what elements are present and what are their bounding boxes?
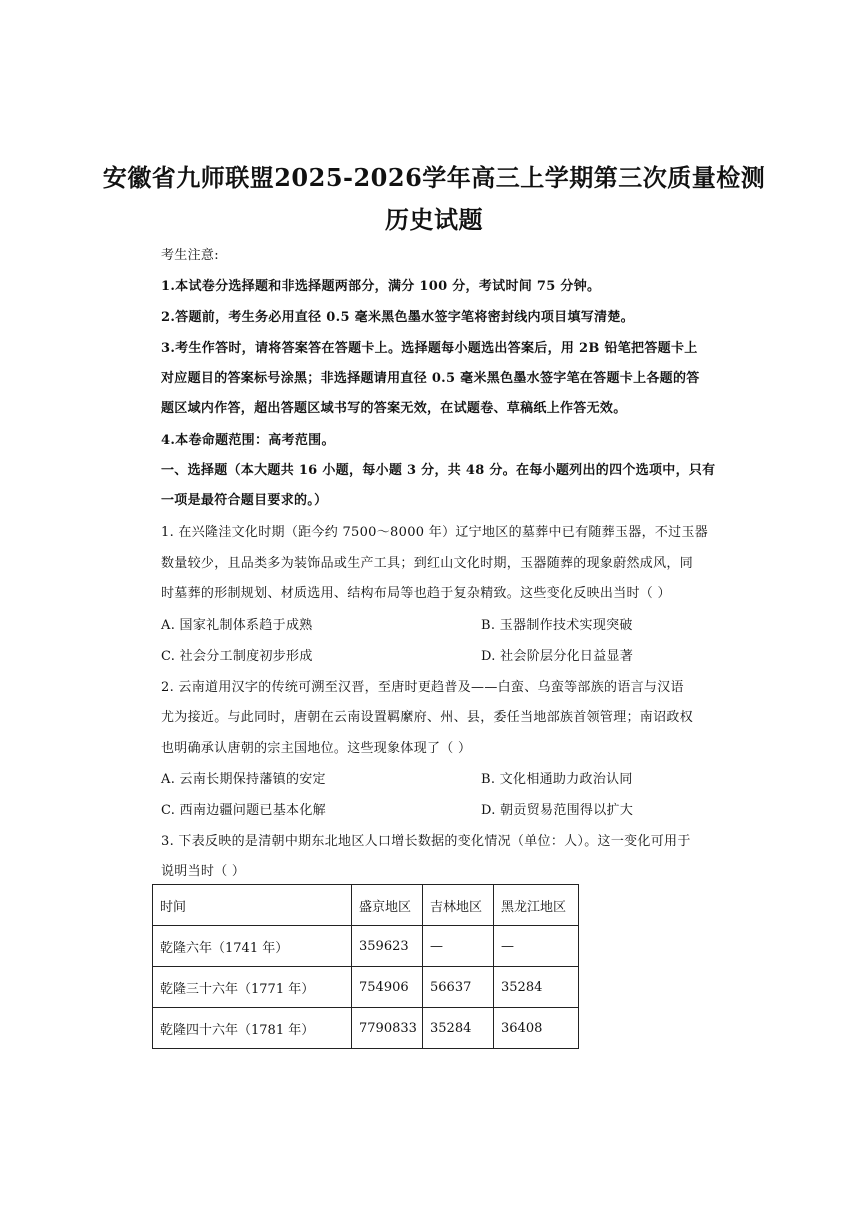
table-cell: 乾隆六年（1741 年） xyxy=(153,926,352,967)
notice-item-1: 1.本试卷分选择题和非选择题两部分，满分 100 分，考试时间 75 分钟。 xyxy=(161,279,601,294)
table-header-cell: 盛京地区 xyxy=(352,885,423,926)
table-header-cell: 时间 xyxy=(153,885,352,926)
notice-item-3-line-2: 对应题目的答案标号涂黑；非选择题请用直径 0.5 毫米黑色墨水签字笔在答题卡上各题的答 xyxy=(161,371,700,386)
question-1-option-d[interactable]: D. 社会阶层分化日益显著 xyxy=(481,649,634,664)
section-heading-line-2: 一项是最符合题目要求的。） xyxy=(161,493,328,508)
question-1-option-c[interactable]: C. 社会分工制度初步形成 xyxy=(161,649,313,664)
exam-subtitle: 历史试题 xyxy=(385,205,483,234)
table-row xyxy=(153,1008,579,1049)
table-cell: 乾隆四十六年（1781 年） xyxy=(153,1008,352,1049)
question-3-line-1: 3. 下表反映的是清朝中期东北地区人口增长数据的变化情况（单位：人）。这一变化可用于 xyxy=(161,834,691,849)
notice-heading: 考生注意: xyxy=(161,248,219,263)
exam-title: 安徽省九师联盟2025-2026学年高三上学期第三次质量检测 xyxy=(102,163,766,192)
table-cell: 乾隆三十六年（1771 年） xyxy=(153,967,352,1008)
question-1-line-3: 时墓葬的形制规划、材质选用、结构布局等也趋于复杂精致。这些变化反映出当时（ ） xyxy=(161,586,671,601)
table-row xyxy=(153,926,579,967)
table-cell: 754906 xyxy=(352,967,423,1008)
notice-item-2: 2.答题前，考生务必用直径 0.5 毫米黑色墨水签字笔将密封线内项目填写清楚。 xyxy=(161,310,634,325)
question-2-option-b[interactable]: B. 文化相通助力政治认同 xyxy=(481,772,633,787)
table-cell: 56637 xyxy=(423,967,494,1008)
question-2-line-3: 也明确承认唐朝的宗主国地位。这些现象体现了（ ） xyxy=(161,741,472,756)
question-2-option-d[interactable]: D. 朝贡贸易范围得以扩大 xyxy=(481,803,634,818)
question-2-option-a[interactable]: A. 云南长期保持藩镇的安定 xyxy=(161,772,326,787)
table-cell: 36408 xyxy=(494,1008,579,1049)
table-cell: 35284 xyxy=(423,1008,494,1049)
table-cell: — xyxy=(423,926,494,967)
section-heading-line-1: 一、选择题（本大题共 16 小题，每小题 3 分，共 48 分。在每小题列出的四个选项中，只有 xyxy=(161,463,716,478)
table-cell: 359623 xyxy=(352,926,423,967)
question-2-option-c[interactable]: C. 西南边疆问题已基本化解 xyxy=(161,803,326,818)
question-1-option-b[interactable]: B. 玉器制作技术实现突破 xyxy=(481,618,633,633)
table-cell: 35284 xyxy=(494,967,579,1008)
table-cell: 7790833 xyxy=(352,1008,423,1049)
population-table xyxy=(152,884,579,1049)
table-header-cell: 黑龙江地区 xyxy=(494,885,579,926)
notice-item-3-line-1: 3.考生作答时，请将答案答在答题卡上。选择题每小题选出答案后，用 2B 铅笔把答题卡上 xyxy=(161,341,698,356)
table-header-cell: 吉林地区 xyxy=(423,885,494,926)
question-1-option-a[interactable]: A. 国家礼制体系趋于成熟 xyxy=(161,618,313,633)
notice-item-4: 4.本卷命题范围：高考范围。 xyxy=(161,433,335,448)
question-2-line-1: 2. 云南道用汉字的传统可溯至汉晋，至唐时更趋普及——白蛮、乌蛮等部族的语言与汉语 xyxy=(161,680,684,695)
table-cell: — xyxy=(494,926,579,967)
question-1-line-1: 1. 在兴隆洼文化时期（距今约 7500～8000 年）辽宁地区的墓葬中已有随葬玉器，不过玉器 xyxy=(161,525,709,540)
notice-item-3-line-3: 题区域内作答，超出答题区域书写的答案无效，在试题卷、草稿纸上作答无效。 xyxy=(161,401,627,416)
question-2-line-2: 尤为接近。与此同时，唐朝在云南设置羁縻府、州、县，委任当地部族首领管理；南诏政权 xyxy=(161,710,694,725)
question-1-line-2: 数量较少，且品类多为装饰品或生产工具；到红山文化时期，玉器随葬的现象蔚然成风，同 xyxy=(161,556,694,571)
table-header-row xyxy=(153,885,579,926)
table-row xyxy=(153,967,579,1008)
question-3-line-2: 说明当时（ ） xyxy=(161,864,246,879)
